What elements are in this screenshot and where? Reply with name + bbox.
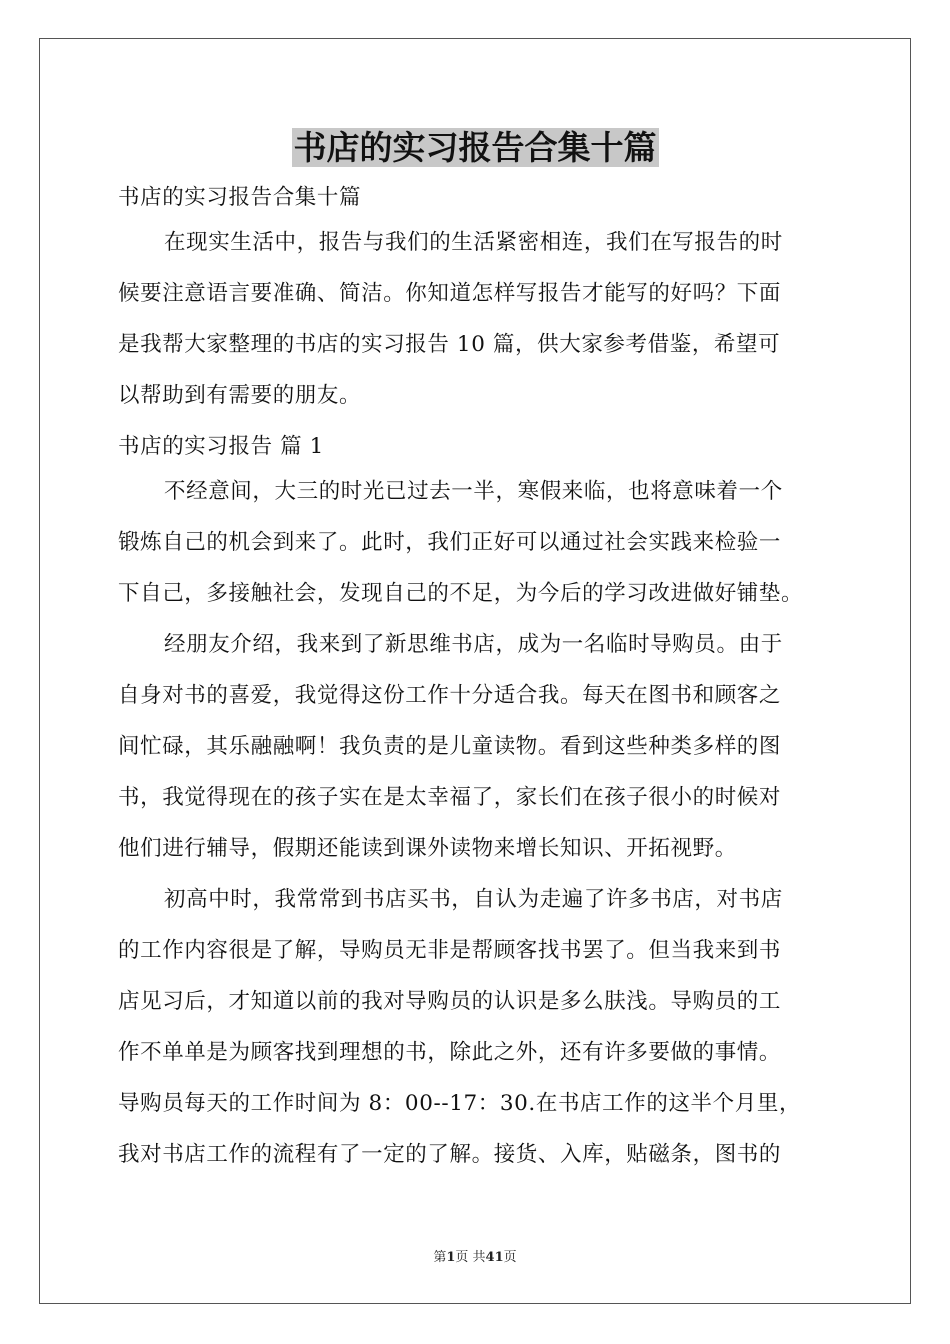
body-text-line: 候要注意语言要准确、简洁。你知道怎样写报告才能写的好吗？下面	[118, 281, 782, 306]
body-text-line: 导购员每天的工作时间为 8：00--17：30.在书店工作的这半个月里，	[118, 1091, 802, 1116]
document-title	[0, 124, 950, 172]
body-text-line: 下自己，多接触社会，发现自己的不足，为今后的学习改进做好铺垫。	[118, 581, 804, 606]
document-title-text: 书店的实习报告合集十篇	[293, 128, 657, 167]
body-text-line: 不经意间，大三的时光已过去一半，寒假来临，也将意味着一个	[164, 479, 783, 504]
footer-page-number: 1	[446, 1250, 456, 1265]
page-footer	[0, 1246, 950, 1265]
body-text-line: 书，我觉得现在的孩子实在是太幸福了，家长们在孩子很小的时候对	[118, 785, 782, 810]
footer-total-pages: 41	[485, 1250, 504, 1265]
body-text-line: 经朋友介绍，我来到了新思维书店，成为一名临时导购员。由于	[164, 632, 783, 657]
body-text-line: 作不单单是为顾客找到理想的书，除此之外，还有许多要做的事情。	[118, 1040, 782, 1065]
body-text-line: 我对书店工作的流程有了一定的了解。接货、入库，贴磁条，图书的	[118, 1142, 782, 1167]
footer-prefix: 第	[433, 1250, 447, 1265]
footer-suffix: 页	[503, 1250, 517, 1265]
body-text-line: 他们进行辅导，假期还能读到课外读物来增长知识、开拓视野。	[118, 836, 737, 861]
body-text-line: 间忙碌，其乐融融啊！我负责的是儿童读物。看到这些种类多样的图	[118, 734, 782, 759]
body-text-line: 锻炼自己的机会到来了。此时，我们正好可以通过社会实践来检验一	[118, 530, 782, 555]
body-text-line: 的工作内容很是了解，导购员无非是帮顾客找书罢了。但当我来到书	[118, 938, 782, 963]
body-text-line: 以帮助到有需要的朋友。	[118, 383, 362, 408]
body-text-line: 自身对书的喜爱，我觉得这份工作十分适合我。每天在图书和顾客之	[118, 683, 782, 708]
body-text-line: 店见习后，才知道以前的我对导购员的认识是多么肤浅。导购员的工	[118, 989, 782, 1014]
body-text-line: 在现实生活中，报告与我们的生活紧密相连，我们在写报告的时	[164, 230, 783, 255]
body-text-line: 是我帮大家整理的书店的实习报告 10 篇，供大家参考借鉴，希望可	[118, 332, 781, 357]
body-text-line: 初高中时，我常常到书店买书，自认为走遍了许多书店，对书店	[164, 887, 783, 912]
document-body	[118, 180, 838, 1188]
section-heading: 书店的实习报告 篇 1	[118, 434, 324, 459]
footer-middle: 页 共	[455, 1250, 486, 1265]
document-subtitle: 书店的实习报告合集十篇	[118, 185, 362, 210]
